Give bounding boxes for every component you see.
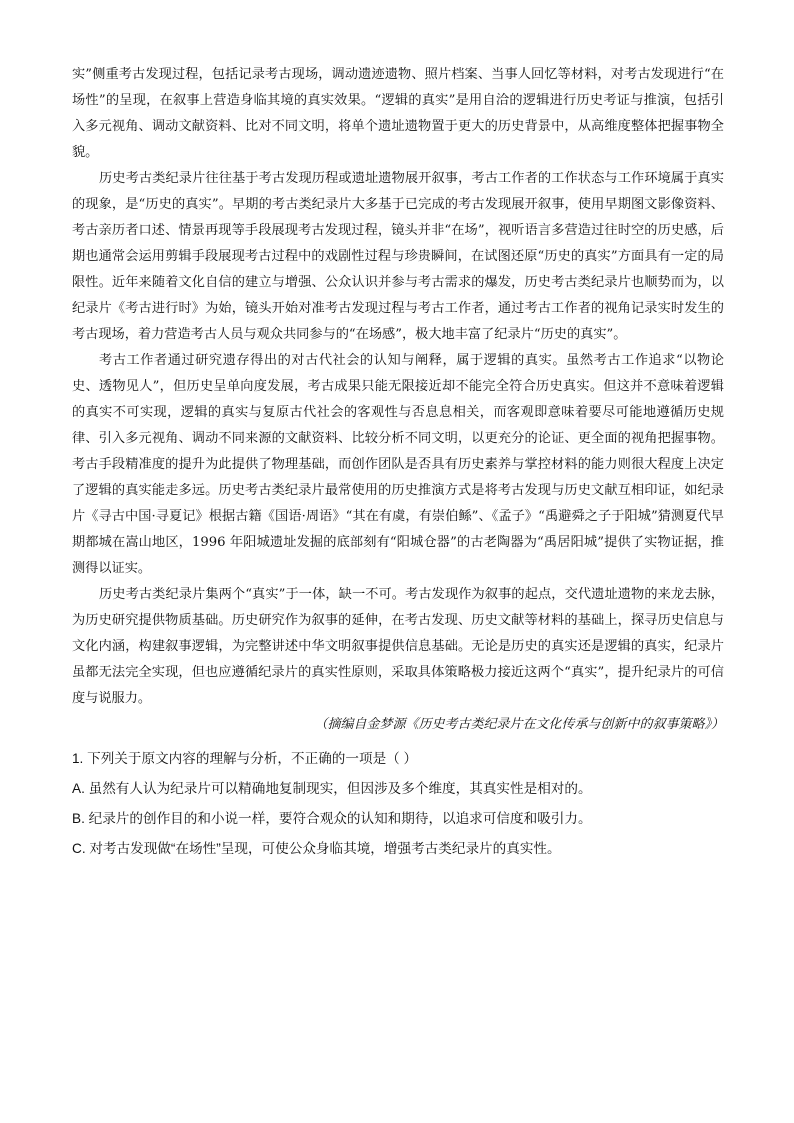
article-source: （摘编自金梦源《历史考古类纪录片在文化传承与创新中的叙事策略》） [314, 717, 724, 732]
question-block [72, 744, 724, 864]
article-paragraph-3: 考古工作者通过研究遗存得出的对古代社会的认知与阐释，属于逻辑的真实。虽然考古工作追求“以物论史、透物见人”，但历史呈单向度发展，考古成果只能无限接近却不能完全符合历史真实。但这并不意味着逻辑的真实不可实现，逻辑的真实与复原古代社会的客观性与否息息相关，而客观即意味着要尽可能地遵循历史规律、引入多元视角、调动不同来源的文献资料、比较分析不同文明，以更充分的论证、更全面的视角把握事物。考古手段精准度的提升为此提供了物理基础，而创作团队是否具有历史素养与掌控材料的能力则很大程度上决定了逻辑的真实能走多远。历史考古类纪录片最常使用的历史推演方式是将考古发现与历史文献互相印证，如纪录片《寻古中国·寻夏记》根据古籍《国语·周语》“其在有虞，有崇伯鲧”、《孟子》“禹避舜之子于阳城”猜测夏代早期都城在嵩山地区，1996 年阳城遗址发掘的底部刻有“阳城仓器”的古老陶器为“禹居阳城”提供了实物证据，推测得以证实。 [72, 353, 724, 576]
option-c: C. 对考古发现做“在场性”呈现，可使公众身临其境，增强考古类纪录片的真实性。 [72, 841, 561, 856]
option-b: B. 纪录片的创作目的和小说一样，要符合观众的认知和期待，以追求可信度和吸引力。 [72, 811, 592, 826]
article-paragraph-1: 实”侧重考古发现过程，包括记录考古现场，调动遗迹遗物、照片档案、当事人回忆等材料，对考古发现进行“在场性”的呈现，在叙事上营造身临其境的真实效果。“逻辑的真实”是用自洽的逻辑进行历史考证与推演，包括引入多元视角、调动文献资料、比对不同文明，将单个遗址遗物置于更大的历史背景中，从高维度整体把握事物全貌。 [72, 67, 724, 160]
article-paragraph-4: 历史考古类纪录片集两个“真实”于一体，缺一不可。考古发现作为叙事的起点，交代遗址遗物的来龙去脉，为历史研究提供物质基础。历史研究作为叙事的延伸，在考古发现、历史文献等材料的基础上，探寻历史信息与文化内涵，构建叙事逻辑，为完整讲述中华文明叙事提供信息基础。无论是历史的真实还是逻辑的真实，纪录片虽都无法完全实现，但也应遵循纪录片的真实性原则，采取具体策略极力接近这两个“真实”，提升纪录片的可信度与说服力。 [72, 587, 724, 706]
document-page [72, 62, 724, 864]
option-a: A. 虽然有人认为纪录片可以精确地复制现实，但因涉及多个维度，其真实性是相对的。 [72, 781, 592, 796]
article-paragraph-2: 历史考古类纪录片往往基于考古发现历程或遗址遗物展开叙事，考古工作者的工作状态与工作环境属于真实的现象，是“历史的真实”。早期的考古类纪录片大多基于已完成的考古发现展开叙事，使用早期图文影像资料、考古亲历者口述、情景再现等手段展现考古发现过程，镜头并非“在场”，视听语言多营造过往时空的历史感，后期也通常会运用剪辑手段展现考古过程中的戏剧性过程与珍贵瞬间，在试图还原“历史的真实”方面具有一定的局限性。近年来随着文化自信的建立与增强、公众认识并参与考古需求的爆发，历史考古类纪录片也顺势而为，以纪录片《考古进行时》为始，镜头开始对准考古发现过程与考古工作者，通过考古工作者的视角记录实时发生的考古现场，着力营造考古人员与观众共同参与的“在场感”，极大地丰富了纪录片“历史的真实”。 [72, 171, 724, 342]
question-stem: 1. 下列关于原文内容的理解与分析，不正确的一项是（ ） [72, 751, 418, 766]
